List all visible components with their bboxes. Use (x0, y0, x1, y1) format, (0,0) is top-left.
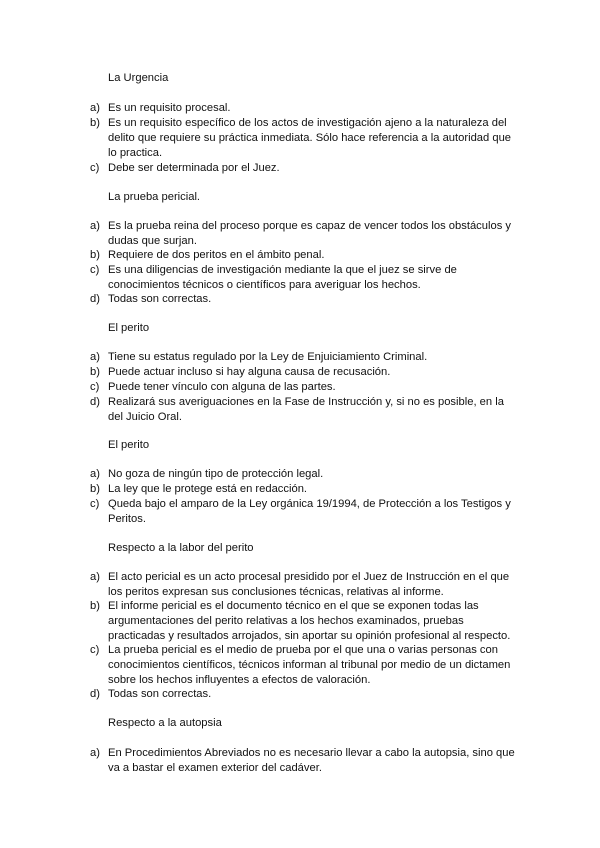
option-text: Tiene su estatus regulado por la Ley de Enjuiciamiento Criminal. (108, 351, 428, 363)
question-heading: El perito (108, 322, 150, 334)
option-text: Puede tener vínculo con alguna de las partes. (108, 381, 336, 393)
option-text: El acto pericial es un acto procesal presidido por el Juez de Instrucción en el que los peritos expresan sus conclusiones técnicas, relativas al informe. (108, 571, 510, 598)
option-label: b) (90, 249, 100, 261)
option-label: a) (90, 571, 100, 583)
option-text: No goza de ningún tipo de protección legal. (108, 468, 324, 480)
option-label: a) (90, 351, 100, 363)
question-heading: Respecto a la labor del perito (108, 542, 254, 554)
option-label: b) (90, 117, 100, 129)
option-label: a) (90, 102, 100, 114)
option-text: La ley que le protege está en redacción. (108, 483, 308, 495)
option-text: El informe pericial es el documento técnico en el que se exponen todas las argumentaciones del perito relativas a los hechos examinados, pruebas practicadas y resultados arrojados, sin aportar su opinión profesional al respecto. (108, 600, 511, 642)
option-text: Es un requisito específico de los actos de investigación ajeno a la naturaleza del delito que requiere su práctica inmediata. Sólo hace referencia a la autoridad que lo practica. (108, 117, 512, 159)
option-text: Es una diligencias de investigación mediante la que el juez se sirve de conocimientos técnicos o científicos para averiguar los hechos. (108, 264, 457, 291)
option-label: d) (90, 396, 100, 408)
option-text: Realizará sus averiguaciones en la Fase de Instrucción y, si no es posible, en la del Juicio Oral. (108, 396, 504, 423)
option-label: c) (90, 162, 100, 174)
option-text: En Procedimientos Abreviados no es necesario llevar a cabo la autopsia, sino que va a bastar el examen exterior del cadáver. (108, 747, 515, 774)
question-heading: Respecto a la autopsia (108, 717, 222, 729)
option-text: Puede actuar incluso si hay alguna causa de recusación. (108, 366, 391, 378)
option-label: c) (90, 498, 100, 510)
question-heading: La Urgencia (108, 72, 169, 84)
option-label: c) (90, 264, 100, 276)
option-label: b) (90, 366, 100, 378)
option-text: La prueba pericial es el medio de prueba por el que una o varias personas con conocimientos científicos, técnicos informan al tribunal por medio de un dictamen sobre los hechos influyentes a efectos de valoración. (108, 644, 511, 686)
option-label: d) (90, 293, 100, 305)
option-label: a) (90, 220, 100, 232)
option-label: b) (90, 600, 100, 612)
option-text: Todas son correctas. (108, 293, 212, 305)
option-label: a) (90, 468, 100, 480)
question-heading: La prueba pericial. (108, 191, 201, 203)
option-text: Es la prueba reina del proceso porque es capaz de vencer todos los obstáculos y dudas que surjan. (108, 220, 511, 247)
question-heading: El perito (108, 439, 150, 451)
option-text: Debe ser determinada por el Juez. (108, 162, 280, 174)
option-label: c) (90, 644, 100, 656)
option-label: a) (90, 747, 100, 759)
option-label: c) (90, 381, 100, 393)
option-text: Todas son correctas. (108, 688, 212, 700)
option-text: Queda bajo el amparo de la Ley orgánica 19/1994, de Protección a los Testigos y Peritos. (108, 498, 511, 525)
option-label: d) (90, 688, 100, 700)
option-text: Requiere de dos peritos en el ámbito penal. (108, 249, 325, 261)
option-label: b) (90, 483, 100, 495)
option-text: Es un requisito procesal. (108, 102, 231, 114)
